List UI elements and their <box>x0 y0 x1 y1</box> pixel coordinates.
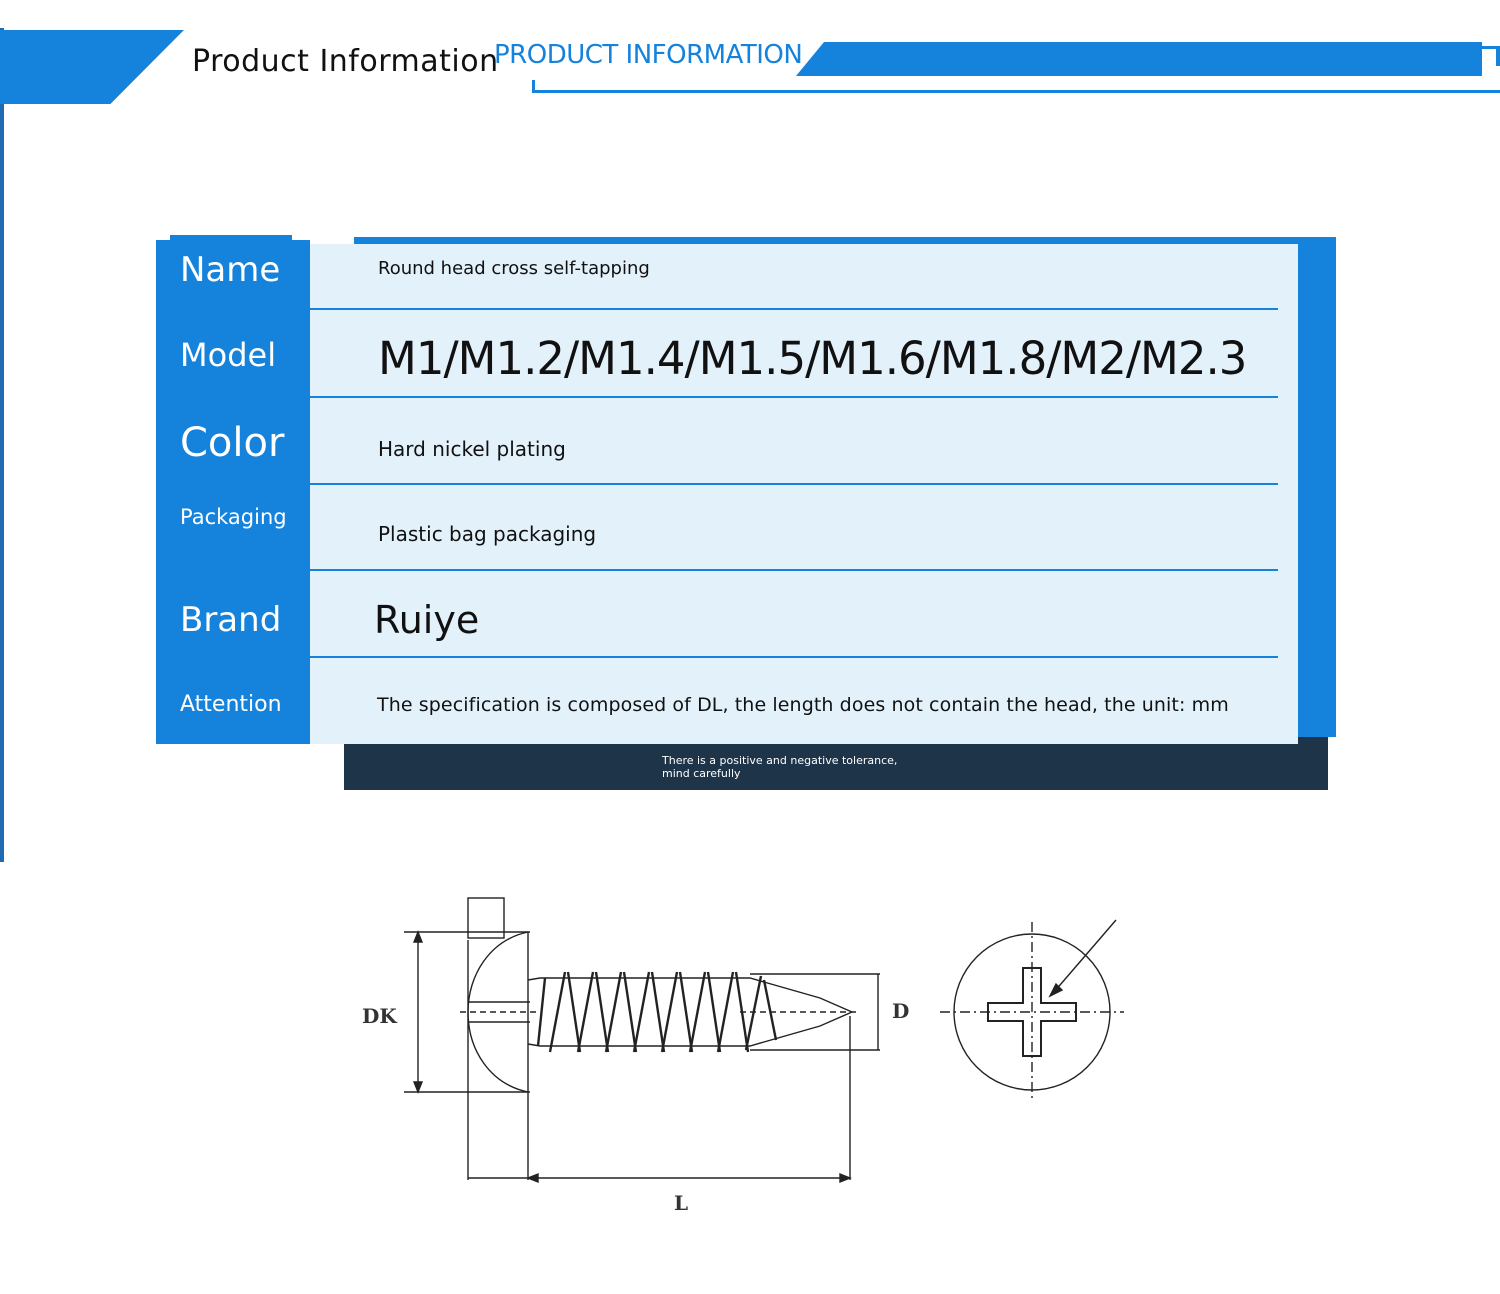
row-label-attention: Attention <box>180 692 282 717</box>
section-title-en: PRODUCT INFORMATION <box>494 40 803 70</box>
row-label-name: Name <box>180 250 281 290</box>
row-label-model: Model <box>180 336 277 374</box>
left-edge-rule <box>0 28 4 862</box>
row-divider <box>310 308 1278 310</box>
row-divider <box>310 569 1278 571</box>
row-value-model: M1/M1.2/M1.4/M1.5/M1.6/M1.8/M2/M2.3 <box>378 332 1247 385</box>
row-value-color: Hard nickel plating <box>378 437 566 461</box>
row-value-name: Round head cross self-tapping <box>378 258 650 279</box>
row-divider <box>310 656 1278 658</box>
header-bar <box>796 42 1482 76</box>
row-divider <box>310 396 1278 398</box>
header-accent-shape <box>0 30 184 104</box>
screw-dimension-drawing <box>340 880 1160 1240</box>
dim-label-l: L <box>674 1191 689 1215</box>
row-label-packaging: Packaging <box>180 505 287 529</box>
card-panel <box>310 244 1298 744</box>
header-bar-cap-edge <box>1496 48 1500 66</box>
row-value-packaging: Plastic bag packaging <box>378 522 597 546</box>
header-underline-tick <box>532 80 535 93</box>
dim-label-d: D <box>892 999 910 1023</box>
label-column <box>156 240 310 744</box>
section-title: Product Information <box>192 44 499 79</box>
dim-label-dk: DK <box>362 1004 397 1028</box>
row-label-color: Color <box>180 420 285 466</box>
row-value-brand: Ruiye <box>374 598 480 642</box>
tolerance-note: There is a positive and negative tolerance, mind carefully <box>662 754 898 780</box>
row-divider <box>310 483 1278 485</box>
row-value-attention: The specification is composed of DL, the length does not contain the head, the unit: mm <box>377 694 1229 716</box>
header-underline <box>532 90 1500 93</box>
row-label-brand: Brand <box>180 600 282 640</box>
